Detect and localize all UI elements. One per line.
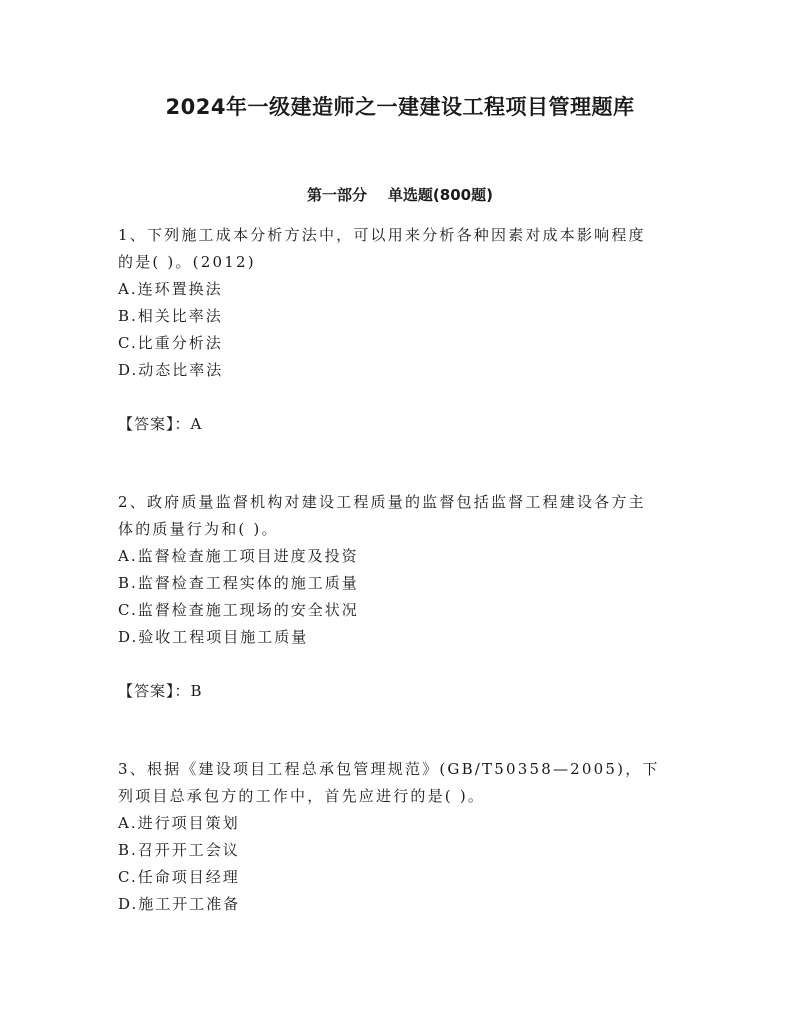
- option-a: A.连环置换法: [118, 280, 223, 298]
- answer-line: [118, 411, 688, 438]
- option-c: C.监督检查施工现场的安全状况: [118, 601, 359, 619]
- option-d: D.动态比率法: [118, 361, 224, 379]
- option-c: C.比重分析法: [118, 334, 223, 352]
- question-stem-line: 列项目总承包方的工作中，首先应进行的是( )。: [118, 787, 486, 805]
- option-a: A.进行项目策划: [118, 814, 240, 832]
- question-stem-line: 体的质量行为和( )。: [118, 520, 279, 538]
- option-c: C.任命项目经理: [118, 868, 240, 886]
- question-stem-line: 的是( )。(2012): [118, 253, 256, 271]
- document-title: 2024年一级建造师之一建建设工程项目管理题库: [165, 95, 635, 119]
- answer-value: A: [190, 415, 203, 433]
- question-stem-line: 2、政府质量监督机构对建设工程质量的监督包括监督工程建设各方主: [118, 493, 646, 511]
- answer-label: 【答案】：: [118, 682, 191, 700]
- option-a: A.监督检查施工项目进度及投资: [118, 547, 359, 565]
- option-b: B.召开开工会议: [118, 841, 240, 859]
- option-b: B.相关比率法: [118, 307, 223, 325]
- question-stem-line: 3、根据《建设项目工程总承包管理规范》(GB/T50358—2005)，下: [118, 760, 660, 778]
- question-stem-line: 1、下列施工成本分析方法中，可以用来分析各种因素对成本影响程度: [118, 226, 646, 244]
- option-d: D.验收工程项目施工质量: [118, 628, 309, 646]
- question-list: [118, 222, 688, 918]
- question-1: [118, 222, 688, 438]
- option-d: D.施工开工准备: [118, 895, 241, 913]
- answer-value: B: [190, 682, 203, 700]
- answer-line: [118, 678, 688, 705]
- question-3: [118, 756, 688, 918]
- option-b: B.监督检查工程实体的施工质量: [118, 574, 359, 592]
- answer-label: 【答案】：: [118, 415, 191, 433]
- section-heading: 第一部分 单选题(800题): [307, 186, 493, 204]
- question-2: [118, 489, 688, 705]
